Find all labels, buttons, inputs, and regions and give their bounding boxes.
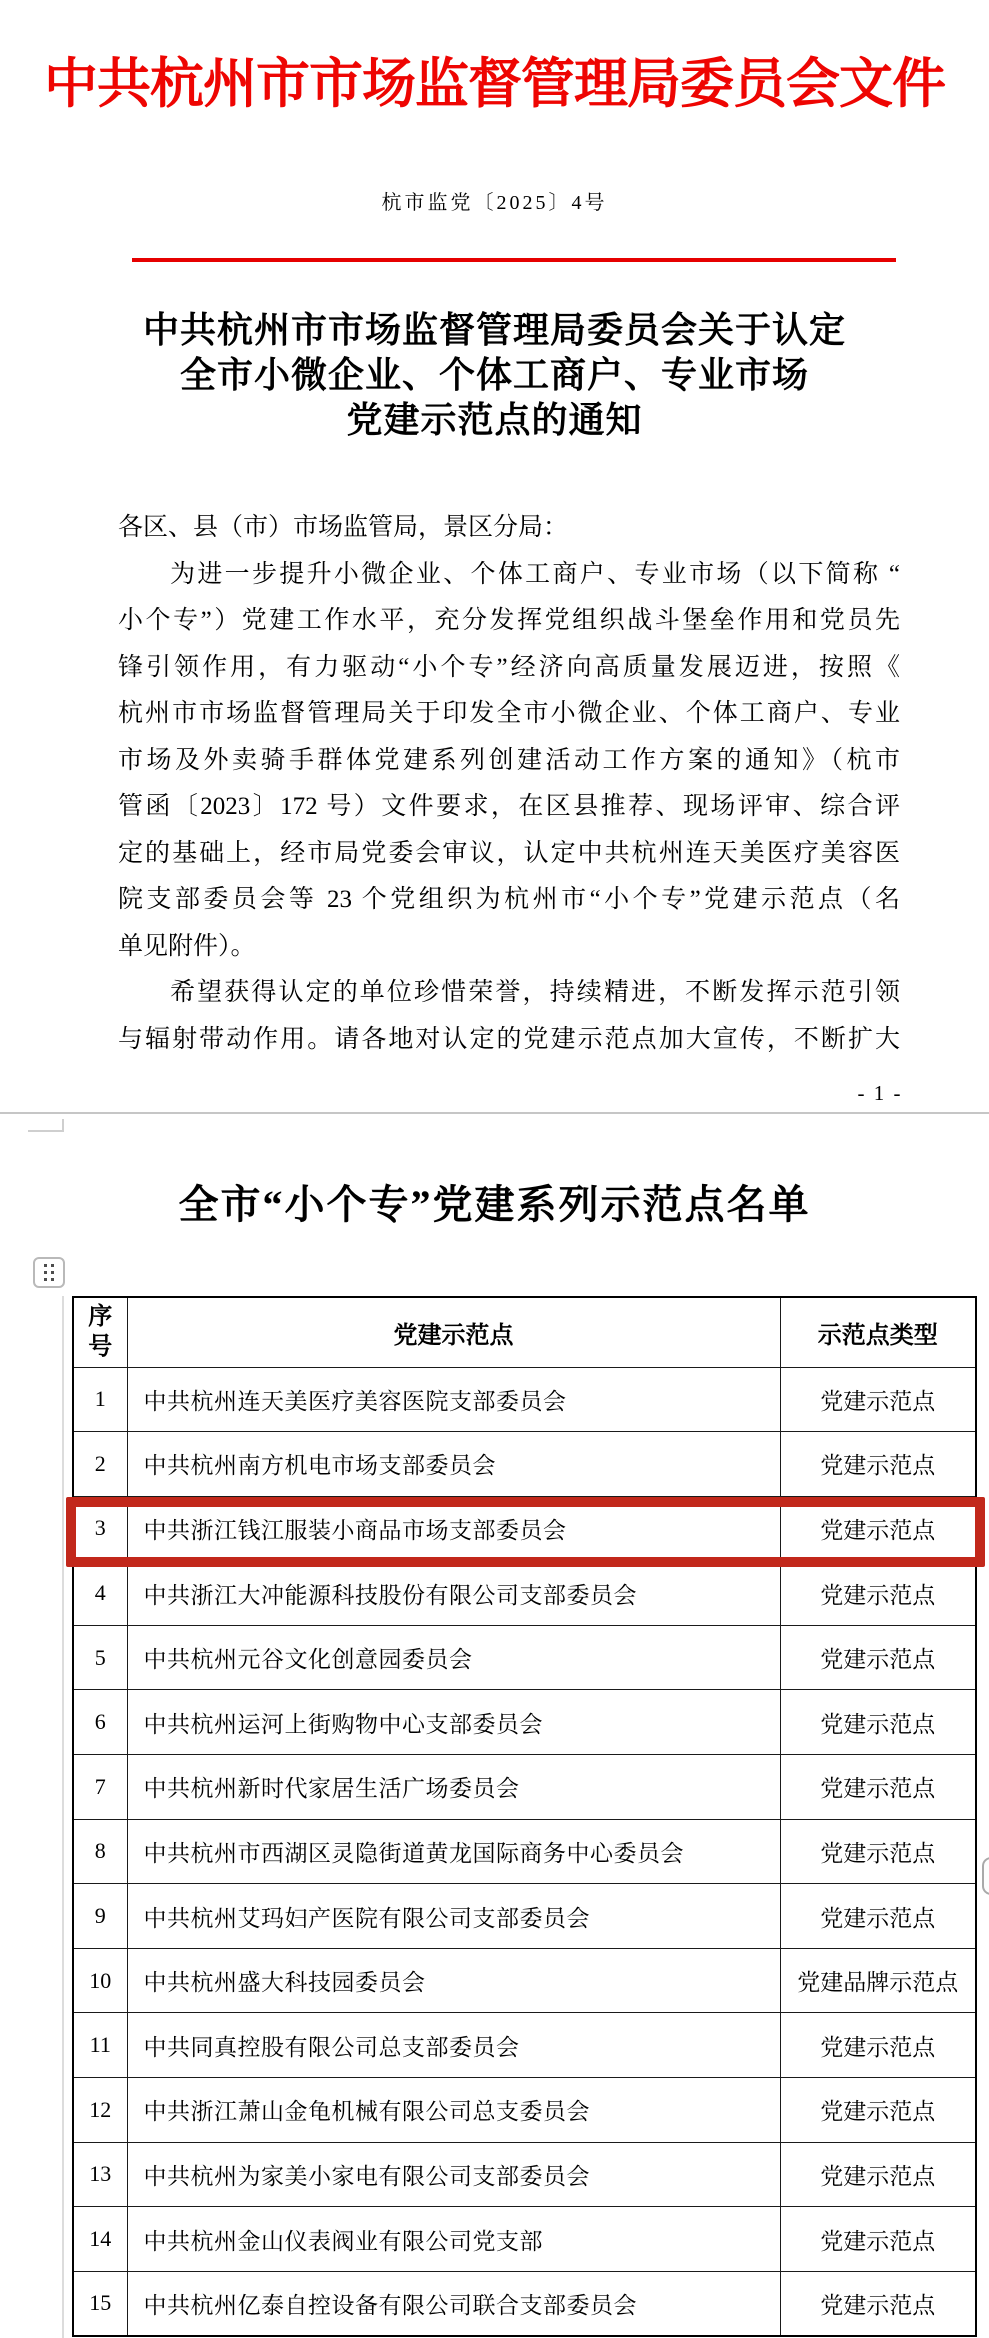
row-name: 中共浙江萧山金龟机械有限公司总支委员会 bbox=[127, 2078, 780, 2143]
row-type: 党建示范点 bbox=[780, 2142, 976, 2207]
table-row bbox=[73, 2271, 976, 2336]
table-row bbox=[73, 2078, 976, 2143]
body-line: 杭州市市场监督管理局关于印发全市小微企业、个体工商户、专业 bbox=[118, 700, 900, 727]
table-row bbox=[73, 1690, 976, 1755]
row-no: 13 bbox=[73, 2142, 127, 2207]
row-type: 党建示范点 bbox=[780, 2078, 976, 2143]
body-line: 为进一步提升小微企业、个体工商户、专业市场（以下简称 “ bbox=[170, 560, 900, 588]
drag-handle-icon bbox=[44, 1264, 54, 1281]
body-line: 定的基础上，经市局党委会审议，认定中共杭州连天美医疗美容医 bbox=[118, 839, 900, 867]
row-no: 8 bbox=[73, 1819, 127, 1884]
row-no: 9 bbox=[73, 1884, 127, 1949]
row-name: 中共杭州艾玛妇产医院有限公司支部委员会 bbox=[127, 1884, 780, 1949]
row-type: 党建示范点 bbox=[780, 2013, 976, 2078]
table-row bbox=[73, 2013, 976, 2078]
table-row bbox=[73, 1432, 976, 1497]
row-name: 中共浙江大冲能源科技股份有限公司支部委员会 bbox=[127, 1561, 780, 1626]
document-number: 杭市监党〔2025〕4号 bbox=[381, 192, 608, 214]
body-line: 与辐射带动作用。请各地对认定的党建示范点加大宣传，不断扩大 bbox=[118, 1025, 900, 1053]
table-row bbox=[73, 1819, 976, 1884]
page-corner-mark bbox=[28, 1119, 64, 1132]
page-number: - 1 - bbox=[857, 1081, 903, 1105]
row-name: 中共杭州运河上街购物中心支部委员会 bbox=[127, 1690, 780, 1755]
col-header-type: 示范点类型 bbox=[780, 1297, 976, 1367]
table-row bbox=[73, 1561, 976, 1626]
body-line: 小个专”）党建工作水平，充分发挥党组织战斗堡垒作用和党员先 bbox=[118, 607, 900, 634]
row-name: 中共杭州盛大科技园委员会 bbox=[127, 1948, 780, 2013]
row-name: 中共杭州元谷文化创意园委员会 bbox=[127, 1625, 780, 1690]
body-line: 市场及外卖骑手群体党建系列创建活动工作方案的通知》（杭市 bbox=[118, 746, 900, 774]
document-title-line-3: 党建示范点的通知 bbox=[346, 400, 643, 440]
row-no: 10 bbox=[73, 1948, 127, 2013]
body-line: 锋引领作用，有力驱动“小个专”经济向高质量发展迈进，按照《 bbox=[118, 653, 900, 681]
row-no: 12 bbox=[73, 2078, 127, 2143]
table-row-highlighted bbox=[73, 1496, 976, 1561]
table-row bbox=[73, 1948, 976, 2013]
row-type: 党建示范点 bbox=[780, 1755, 976, 1820]
row-type: 党建示范点 bbox=[780, 1367, 976, 1432]
table-row bbox=[73, 1625, 976, 1690]
col-header-name: 党建示范点 bbox=[127, 1297, 780, 1367]
row-name: 中共杭州金山仪表阀业有限公司党支部 bbox=[127, 2207, 780, 2272]
row-type: 党建示范点 bbox=[780, 1884, 976, 1949]
row-no: 14 bbox=[73, 2207, 127, 2272]
table-header-row bbox=[73, 1297, 976, 1367]
document-body bbox=[118, 505, 900, 1063]
row-name: 中共杭州亿泰自控设备有限公司联合支部委员会 bbox=[127, 2271, 780, 2336]
red-divider-rule bbox=[132, 258, 896, 262]
row-no: 15 bbox=[73, 2271, 127, 2336]
body-line: 希望获得认定的单位珍惜荣誉，持续精进，不断发挥示范引领 bbox=[170, 979, 900, 1006]
row-name: 中共同真控股有限公司总支部委员会 bbox=[127, 2013, 780, 2078]
row-name: 中共浙江钱江服装小商品市场支部委员会 bbox=[127, 1496, 780, 1561]
document-title-line-1: 中共杭州市市场监督管理局委员会关于认定 bbox=[142, 310, 846, 350]
row-no: 7 bbox=[73, 1755, 127, 1820]
scrollbar-thumb[interactable] bbox=[982, 1857, 989, 1895]
col-header-no: 序号 bbox=[73, 1297, 127, 1367]
body-line: 管函〔2023〕172 号）文件要求，在区县推荐、现场评审、综合评 bbox=[118, 793, 900, 820]
body-line: 各区、县（市）市场监管局，景区分局： bbox=[118, 514, 569, 541]
row-no: 6 bbox=[73, 1690, 127, 1755]
row-name: 中共杭州连天美医疗美容医院支部委员会 bbox=[127, 1367, 780, 1432]
row-name: 中共杭州新时代家居生活广场委员会 bbox=[127, 1755, 780, 1820]
row-no: 4 bbox=[73, 1561, 127, 1626]
page-separator bbox=[0, 1112, 989, 1114]
row-type: 党建示范点 bbox=[780, 2271, 976, 2336]
row-type: 党建示范点 bbox=[780, 1432, 976, 1497]
table-row bbox=[73, 1755, 976, 1820]
document-title-line-2: 全市小微企业、个体工商户、专业市场 bbox=[179, 355, 809, 395]
row-type: 党建品牌示范点 bbox=[780, 1948, 976, 2013]
row-name: 中共杭州为家美小家电有限公司支部委员会 bbox=[127, 2142, 780, 2207]
row-type: 党建示范点 bbox=[780, 1625, 976, 1690]
row-type: 党建示范点 bbox=[780, 1690, 976, 1755]
row-name: 中共杭州市西湖区灵隐街道黄龙国际商务中心委员会 bbox=[127, 1819, 780, 1884]
masthead-title: 中共杭州市市场监督管理局委员会文件 bbox=[44, 54, 945, 114]
row-name: 中共杭州南方机电市场支部委员会 bbox=[127, 1432, 780, 1497]
demonstration-points-table bbox=[72, 1296, 977, 2337]
row-no: 11 bbox=[73, 2013, 127, 2078]
table-drag-handle[interactable] bbox=[33, 1257, 65, 1288]
left-margin-guide bbox=[62, 1296, 64, 2338]
row-no: 5 bbox=[73, 1625, 127, 1690]
document-title bbox=[0, 308, 989, 443]
row-type: 党建示范点 bbox=[780, 1819, 976, 1884]
row-type: 党建示范点 bbox=[780, 2207, 976, 2272]
body-line: 院支部委员会等 23 个党组织为杭州市“小个专”党建示范点（名 bbox=[118, 886, 900, 913]
table-row bbox=[73, 2207, 976, 2272]
row-no: 3 bbox=[73, 1496, 127, 1561]
table-row bbox=[73, 1884, 976, 1949]
body-line: 单见附件）。 bbox=[118, 932, 256, 960]
attachment-title: 全市“小个专”党建系列示范点名单 bbox=[178, 1182, 811, 1227]
table-row bbox=[73, 2142, 976, 2207]
row-no: 1 bbox=[73, 1367, 127, 1432]
row-type: 党建示范点 bbox=[780, 1496, 976, 1561]
table-row bbox=[73, 1367, 976, 1432]
row-type: 党建示范点 bbox=[780, 1561, 976, 1626]
row-no: 2 bbox=[73, 1432, 127, 1497]
